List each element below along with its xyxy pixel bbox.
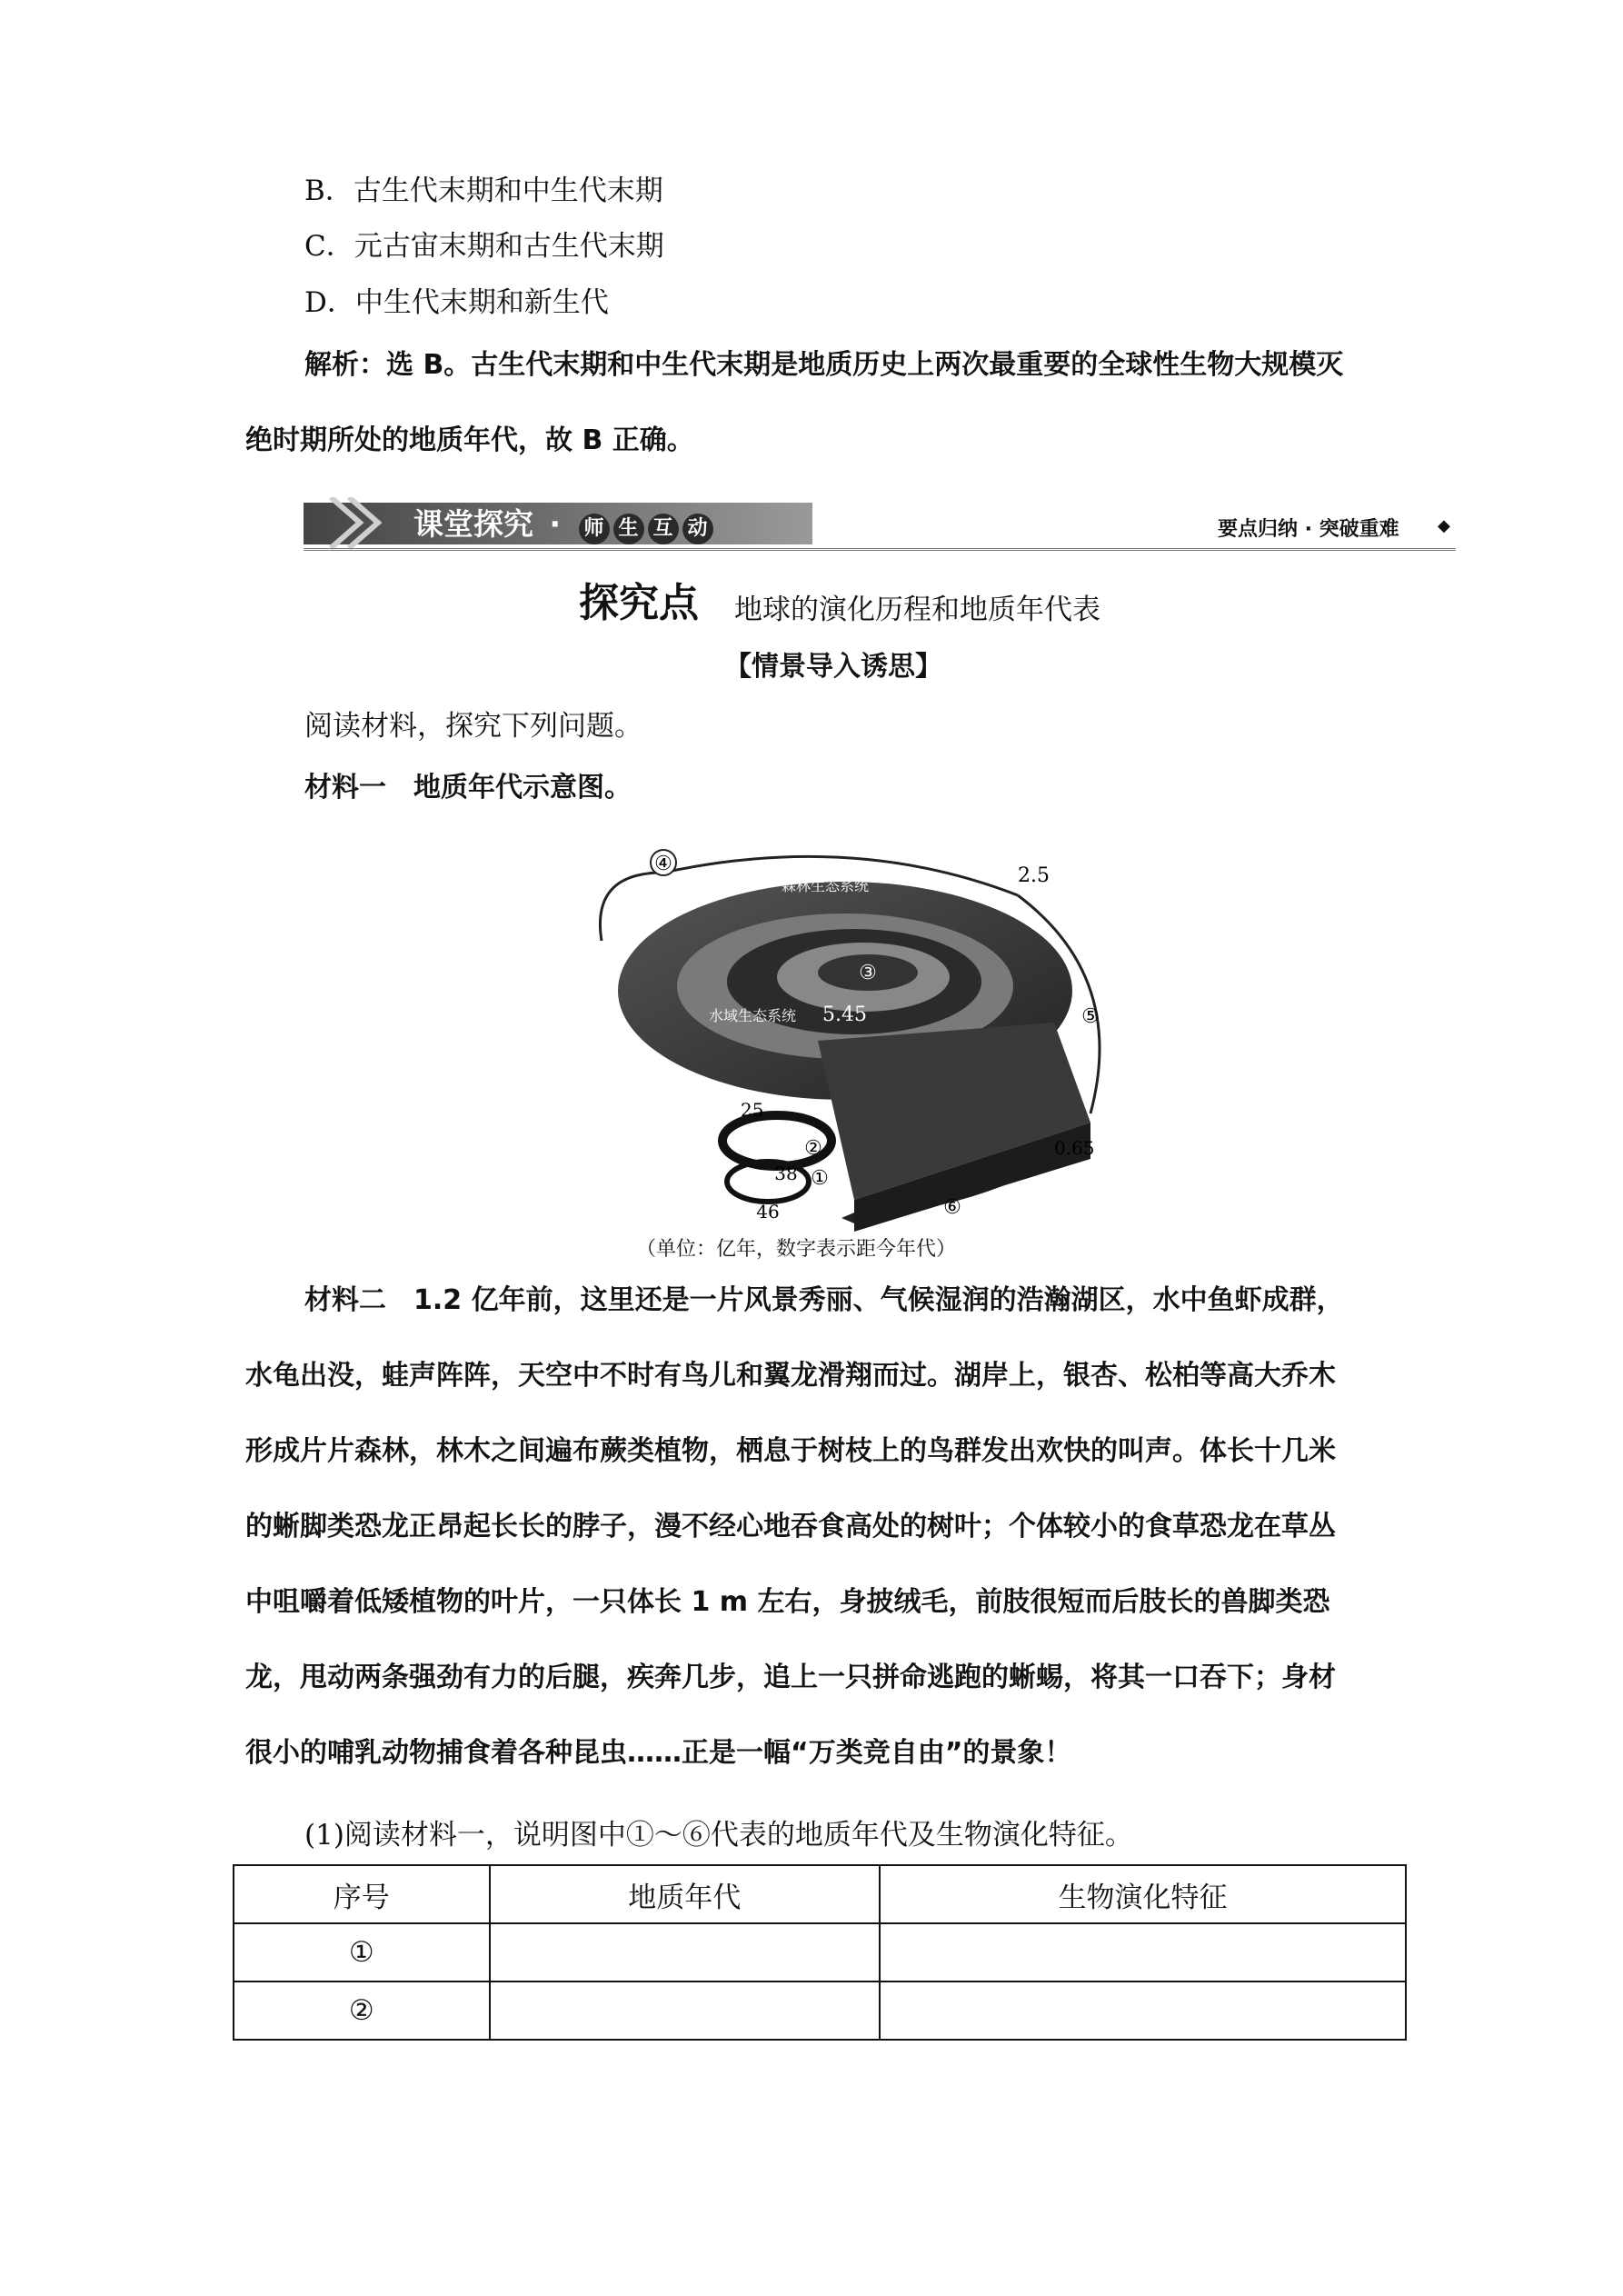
label-1: ① (811, 1167, 829, 1190)
material-2-line-3: 形成片片森林，林木之间遍布蕨类植物，栖息于树枝上的鸟群发出欢快的叫声。体长十几米 (245, 1435, 1336, 1467)
label-2: ② (804, 1137, 822, 1160)
option-c: C．元古宙末期和古生代末期 (304, 230, 664, 263)
section-title-rest: 地球的演化历程和地质年代表 (734, 594, 1100, 626)
label-water: 水域生态系统 (709, 1007, 797, 1024)
label-6: ⑥ (943, 1196, 961, 1219)
label-5: ⑤ (1081, 1005, 1100, 1028)
section-title-bold: 探究点 (579, 580, 699, 626)
banner-chip-3: 互 (648, 514, 679, 544)
table-cell[interactable] (490, 1982, 880, 2040)
banner-rule (304, 548, 1456, 551)
label-3: ③ (859, 962, 877, 984)
label-forest: 森林生态系统 (782, 877, 870, 894)
label-2-5: 2.5 (1018, 864, 1050, 887)
geologic-time-spiral-figure (582, 841, 1145, 1232)
banner-title: 课堂探究 (413, 506, 533, 542)
figure-caption: （单位：亿年，数字表示距今年代） (636, 1238, 957, 1261)
banner-right-text: 要点归纳 · 突破重难 (1218, 518, 1399, 541)
table-header: 生物演化特征 (880, 1865, 1406, 1923)
analysis-line-2: 绝时期所处的地质年代，故 B 正确。 (245, 424, 694, 456)
material-2-line-1: 材料二 1.2 亿年前，这里还是一片风景秀丽、气候湿润的浩瀚湖区，水中鱼虾成群， (304, 1284, 1344, 1316)
material-2-line-4: 的蜥脚类恐龙正昂起长长的脖子，漫不经心地吞食高处的树叶；个体较小的食草恐龙在草丛 (245, 1511, 1336, 1542)
label-5-45: 5.45 (822, 1003, 867, 1026)
question-1: (1)阅读材料一，说明图中①～⑥代表的地质年代及生物演化特征。 (304, 1819, 1133, 1852)
analysis-line-1: 解析：选 B。古生代末期和中生代末期是地质历史上两次最重要的全球性生物大规模灭 (304, 349, 1344, 381)
material-2-line-6: 龙，甩动两条强劲有力的后腿，疾奔几步，追上一只拼命逃跑的蜥蜴，将其一口吞下；身材 (245, 1662, 1336, 1693)
label-0-65: 0.65 (1054, 1137, 1095, 1159)
table-cell[interactable] (880, 1982, 1406, 2040)
option-b: B．古生代末期和中生代末期 (304, 175, 663, 207)
table-row (234, 1923, 1406, 1982)
banner-chip-4: 动 (682, 514, 713, 544)
banner-chip-1: 师 (579, 514, 610, 544)
banner-dot: · (549, 506, 562, 542)
material-1-label: 材料一 地质年代示意图。 (304, 772, 632, 804)
table-cell[interactable] (490, 1923, 880, 1982)
table-header: 地质年代 (490, 1865, 880, 1923)
answer-table (233, 1864, 1407, 2041)
label-4: ④ (654, 853, 672, 875)
material-2-line-7: 很小的哺乳动物捕食着各种昆虫……正是一幅“万类竞自由”的景象！ (245, 1737, 1072, 1769)
diamond-icon: ◆ (1438, 516, 1450, 535)
banner-chip-2: 生 (613, 514, 644, 544)
table-header-row (234, 1865, 1406, 1923)
intro-text: 阅读材料，探究下列问题。 (304, 710, 642, 743)
label-38: 38 (774, 1163, 798, 1184)
table-cell: ① (234, 1923, 490, 1982)
material-2-line-5: 中咀嚼着低矮植物的叶片，一只体长 1 m 左右，身披绒毛，前肢很短而后肢长的兽脚类恐 (245, 1586, 1330, 1618)
table-cell: ② (234, 1982, 490, 2040)
option-d: D．中生代末期和新生代 (304, 286, 609, 319)
table-header: 序号 (234, 1865, 490, 1923)
label-25: 25 (741, 1099, 764, 1121)
label-46: 46 (756, 1201, 780, 1223)
table-cell[interactable] (880, 1923, 1406, 1982)
section-subtitle: 【情景导入诱思】 (724, 651, 942, 683)
table-row (234, 1982, 1406, 2040)
material-2-line-2: 水龟出没，蛙声阵阵，天空中不时有鸟儿和翼龙滑翔而过。湖岸上，银杏、松柏等高大乔木 (245, 1360, 1336, 1392)
